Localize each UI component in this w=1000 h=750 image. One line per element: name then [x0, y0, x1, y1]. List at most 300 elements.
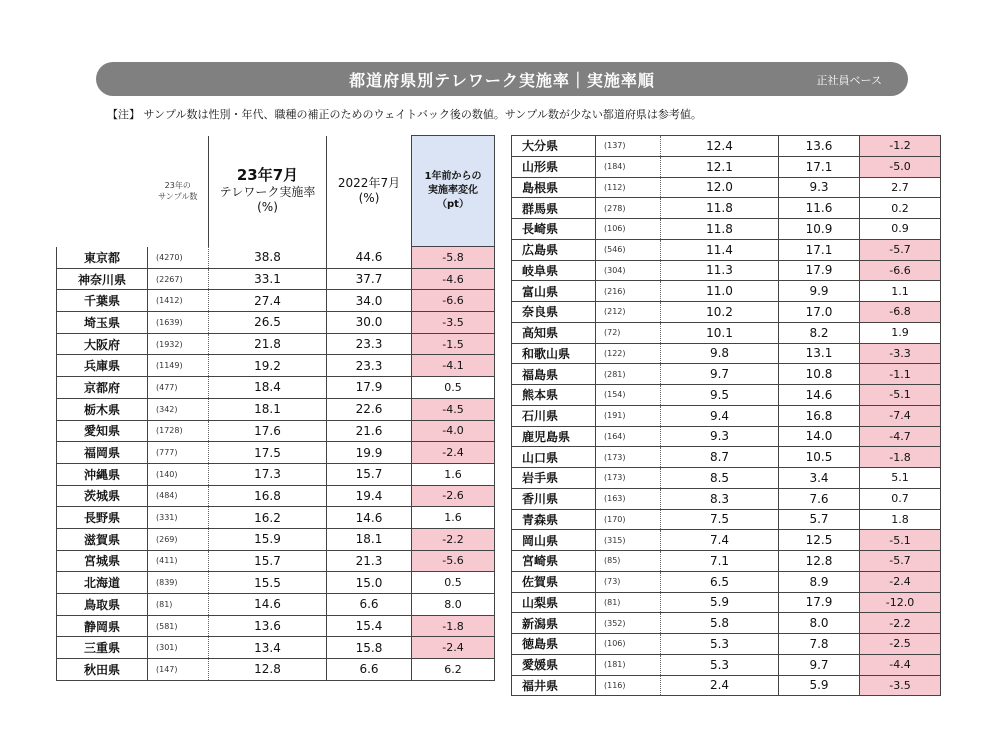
prefecture-cell: 長崎県 [512, 219, 596, 240]
rate-2023-cell: 33.1 [209, 268, 327, 290]
prefecture-cell: 大阪府 [57, 333, 148, 355]
prefecture-cell: 茨城県 [57, 485, 148, 507]
prefecture-cell: 山口県 [512, 447, 596, 468]
table-row [512, 385, 941, 406]
change-cell: 1.6 [412, 463, 495, 485]
rate-2022-cell: 16.8 [779, 405, 860, 426]
sample-cell: (72) [596, 322, 661, 343]
sample-cell: (81) [596, 592, 661, 613]
table-row [512, 426, 941, 447]
prefecture-cell: 青森県 [512, 509, 596, 530]
rate-2022-cell: 7.6 [779, 488, 860, 509]
prefecture-cell: 愛媛県 [512, 654, 596, 675]
rate-2023-cell: 26.5 [209, 312, 327, 334]
table-row [512, 551, 941, 572]
sample-cell: (315) [596, 530, 661, 551]
rate-2022-cell: 14.6 [779, 385, 860, 406]
prefecture-cell: 栃木県 [57, 398, 148, 420]
change-cell: -1.5 [412, 333, 495, 355]
change-cell: 1.9 [860, 322, 941, 343]
sample-cell: (137) [596, 136, 661, 157]
rate-2023-cell: 15.7 [209, 550, 327, 572]
rate-2023-cell: 7.1 [661, 551, 779, 572]
prefecture-cell: 三重県 [57, 637, 148, 659]
change-cell: 0.5 [412, 572, 495, 594]
sample-cell: (73) [596, 571, 661, 592]
table-row [57, 290, 495, 312]
change-cell: -4.4 [860, 654, 941, 675]
header-rate-2022 [327, 136, 412, 247]
change-cell: -3.5 [860, 675, 941, 696]
note-text: 【注】 サンプル数は性別・年代、職種の補正のためのウェイトバック後の数値。サンプル数が少ない都道府県は参考値。 [107, 108, 702, 121]
rate-2022-cell: 8.0 [779, 613, 860, 634]
prefecture-cell: 広島県 [512, 239, 596, 260]
rate-2022-cell: 15.7 [327, 463, 412, 485]
left-table-body [57, 247, 495, 681]
rate-2022-cell: 15.0 [327, 572, 412, 594]
rate-2023-cell: 9.5 [661, 385, 779, 406]
prefecture-cell: 山形県 [512, 156, 596, 177]
table-row [512, 364, 941, 385]
sample-cell: (1149) [148, 355, 209, 377]
table-row [57, 528, 495, 550]
rate-2023-cell: 2.4 [661, 675, 779, 696]
change-cell: 5.1 [860, 468, 941, 489]
change-cell: 1.8 [860, 509, 941, 530]
sample-cell: (122) [596, 343, 661, 364]
sample-cell: (1932) [148, 333, 209, 355]
rate-2023-cell: 17.3 [209, 463, 327, 485]
rate-2023-cell: 10.2 [661, 302, 779, 323]
rate-2022-cell: 9.3 [779, 177, 860, 198]
sample-cell: (342) [148, 398, 209, 420]
rate-2023-cell: 11.0 [661, 281, 779, 302]
prefecture-cell: 宮崎県 [512, 551, 596, 572]
title-banner [96, 62, 908, 96]
header-row [57, 136, 495, 247]
table-row [512, 136, 941, 157]
rate-2022-cell: 12.5 [779, 530, 860, 551]
prefecture-cell: 宮城県 [57, 550, 148, 572]
change-cell: -5.8 [412, 247, 495, 269]
change-cell: 1.1 [860, 281, 941, 302]
sample-cell: (106) [596, 219, 661, 240]
table-row [512, 509, 941, 530]
rate-2023-cell: 7.5 [661, 509, 779, 530]
rate-2022-cell: 17.9 [327, 377, 412, 399]
change-cell: 0.2 [860, 198, 941, 219]
change-cell: -5.1 [860, 385, 941, 406]
rate-2022-cell: 37.7 [327, 268, 412, 290]
sample-cell: (164) [596, 426, 661, 447]
rate2023-header-line2: テレワーク実施率 [219, 184, 316, 199]
sample-header-line2: サンプル数 [158, 192, 198, 201]
change-cell: -1.8 [412, 615, 495, 637]
prefecture-cell: 島根県 [512, 177, 596, 198]
table-row [512, 530, 941, 551]
rate-2023-cell: 11.4 [661, 239, 779, 260]
rate-2022-cell: 17.9 [779, 260, 860, 281]
table-row [512, 405, 941, 426]
rate-2022-cell: 21.6 [327, 420, 412, 442]
right-table [511, 135, 941, 696]
rate-2023-cell: 19.2 [209, 355, 327, 377]
rate-2023-cell: 16.2 [209, 507, 327, 529]
rate-2022-cell: 5.9 [779, 675, 860, 696]
table-row [512, 322, 941, 343]
rate-2022-cell: 22.6 [327, 398, 412, 420]
rate-2023-cell: 13.6 [209, 615, 327, 637]
change-header-line2: 実施率変化 [428, 185, 478, 196]
change-cell: -2.4 [412, 442, 495, 464]
sample-cell: (484) [148, 485, 209, 507]
sample-cell: (173) [596, 468, 661, 489]
sample-cell: (546) [596, 239, 661, 260]
prefecture-cell: 新潟県 [512, 613, 596, 634]
change-cell: -2.6 [412, 485, 495, 507]
rate-2022-cell: 17.0 [779, 302, 860, 323]
rate-2022-cell: 17.9 [779, 592, 860, 613]
prefecture-cell: 佐賀県 [512, 571, 596, 592]
table-row [57, 377, 495, 399]
sample-header-line1: 23年の [164, 181, 191, 190]
prefecture-cell: 静岡県 [57, 615, 148, 637]
sample-cell: (777) [148, 442, 209, 464]
table-row [57, 572, 495, 594]
rate-2022-cell: 15.8 [327, 637, 412, 659]
change-cell: -7.4 [860, 405, 941, 426]
prefecture-cell: 鳥取県 [57, 594, 148, 616]
prefecture-cell: 徳島県 [512, 634, 596, 655]
rate-2022-cell: 34.0 [327, 290, 412, 312]
change-cell: 8.0 [412, 594, 495, 616]
rate-2022-cell: 9.7 [779, 654, 860, 675]
sample-cell: (1728) [148, 420, 209, 442]
prefecture-cell: 埼玉県 [57, 312, 148, 334]
change-cell: -4.5 [412, 398, 495, 420]
change-header-line1: 1年前からの [424, 171, 482, 182]
prefecture-cell: 長野県 [57, 507, 148, 529]
sample-cell: (281) [596, 364, 661, 385]
rate-2022-cell: 6.6 [327, 594, 412, 616]
rate-2023-cell: 7.4 [661, 530, 779, 551]
sample-cell: (212) [596, 302, 661, 323]
change-cell: -3.5 [412, 312, 495, 334]
table-row [57, 355, 495, 377]
sample-cell: (147) [148, 659, 209, 681]
rate-2023-cell: 12.4 [661, 136, 779, 157]
table-row [512, 571, 941, 592]
prefecture-cell: 奈良県 [512, 302, 596, 323]
rate-2022-cell: 3.4 [779, 468, 860, 489]
prefecture-cell: 福井県 [512, 675, 596, 696]
table-row [512, 613, 941, 634]
rate-2023-cell: 8.5 [661, 468, 779, 489]
prefecture-cell: 滋賀県 [57, 528, 148, 550]
prefecture-cell: 神奈川県 [57, 268, 148, 290]
rate-2023-cell: 9.8 [661, 343, 779, 364]
table-row [512, 156, 941, 177]
table-row [57, 485, 495, 507]
rate-2023-cell: 10.1 [661, 322, 779, 343]
rate-2022-cell: 30.0 [327, 312, 412, 334]
rate-2022-cell: 7.8 [779, 634, 860, 655]
prefecture-cell: 福島県 [512, 364, 596, 385]
prefecture-cell: 北海道 [57, 572, 148, 594]
sample-cell: (81) [148, 594, 209, 616]
rate-2023-cell: 13.4 [209, 637, 327, 659]
sample-cell: (4270) [148, 247, 209, 269]
change-cell: -4.6 [412, 268, 495, 290]
rate-2022-cell: 17.1 [779, 156, 860, 177]
rate-2022-cell: 13.6 [779, 136, 860, 157]
table-row [57, 420, 495, 442]
sample-cell: (112) [596, 177, 661, 198]
change-cell: -2.5 [860, 634, 941, 655]
table-row [57, 594, 495, 616]
change-cell: 0.9 [860, 219, 941, 240]
table-row [57, 463, 495, 485]
rate-2023-cell: 15.5 [209, 572, 327, 594]
sample-cell: (154) [596, 385, 661, 406]
page-title: 都道府県別テレワーク実施率｜実施率順 [349, 71, 655, 90]
rate-2022-cell: 18.1 [327, 528, 412, 550]
prefecture-cell: 東京都 [57, 247, 148, 269]
rate-2023-cell: 5.9 [661, 592, 779, 613]
rate-2023-cell: 11.3 [661, 260, 779, 281]
change-cell: -5.6 [412, 550, 495, 572]
prefecture-cell: 香川県 [512, 488, 596, 509]
prefecture-cell: 秋田県 [57, 659, 148, 681]
rate-2022-cell: 14.0 [779, 426, 860, 447]
rate-2022-cell: 9.9 [779, 281, 860, 302]
change-cell: -12.0 [860, 592, 941, 613]
rate-2023-cell: 12.1 [661, 156, 779, 177]
rate-2023-cell: 27.4 [209, 290, 327, 312]
change-cell: -2.4 [860, 571, 941, 592]
table-row [512, 219, 941, 240]
table-row [57, 637, 495, 659]
prefecture-cell: 山梨県 [512, 592, 596, 613]
header-sample [148, 136, 209, 247]
rate-2022-cell: 23.3 [327, 355, 412, 377]
prefecture-cell: 和歌山県 [512, 343, 596, 364]
change-cell: -2.2 [860, 613, 941, 634]
header-rate-2023 [209, 136, 327, 247]
table-row [512, 592, 941, 613]
change-cell: -5.7 [860, 551, 941, 572]
table-row [512, 302, 941, 323]
rate2023-header-unit: (%) [257, 199, 278, 214]
change-cell: -4.7 [860, 426, 941, 447]
rate-2023-cell: 5.8 [661, 613, 779, 634]
prefecture-cell: 鹿児島県 [512, 426, 596, 447]
header-pref [57, 136, 148, 247]
prefecture-cell: 熊本県 [512, 385, 596, 406]
rate2022-header-unit: (%) [358, 191, 380, 205]
prefecture-cell: 富山県 [512, 281, 596, 302]
prefecture-cell: 岡山県 [512, 530, 596, 551]
rate-2023-cell: 9.3 [661, 426, 779, 447]
rate-2023-cell: 5.3 [661, 634, 779, 655]
prefecture-cell: 京都府 [57, 377, 148, 399]
rate-2022-cell: 15.4 [327, 615, 412, 637]
prefecture-cell: 岩手県 [512, 468, 596, 489]
table-row [512, 177, 941, 198]
table-row [512, 675, 941, 696]
change-cell: -4.1 [412, 355, 495, 377]
prefecture-cell: 兵庫県 [57, 355, 148, 377]
header-change [412, 136, 495, 247]
change-cell: -6.6 [412, 290, 495, 312]
sample-cell: (581) [148, 615, 209, 637]
table-row [512, 488, 941, 509]
table-row [512, 198, 941, 219]
prefecture-cell: 石川県 [512, 405, 596, 426]
rate-2023-cell: 12.8 [209, 659, 327, 681]
table-row [57, 442, 495, 464]
rate-2023-cell: 38.8 [209, 247, 327, 269]
rate-2023-cell: 9.4 [661, 405, 779, 426]
change-cell: -5.7 [860, 239, 941, 260]
basis-label: 正社員ベース [816, 74, 882, 87]
rate-2022-cell: 23.3 [327, 333, 412, 355]
table-row [57, 333, 495, 355]
rate-2022-cell: 10.9 [779, 219, 860, 240]
rate2023-header-line1: 23年7月 [236, 165, 299, 184]
change-cell: 0.5 [412, 377, 495, 399]
table-row [57, 398, 495, 420]
left-table [56, 135, 495, 681]
rate-2022-cell: 8.9 [779, 571, 860, 592]
prefecture-cell: 大分県 [512, 136, 596, 157]
sample-cell: (331) [148, 507, 209, 529]
rate-2022-cell: 21.3 [327, 550, 412, 572]
prefecture-cell: 高知県 [512, 322, 596, 343]
prefecture-cell: 福岡県 [57, 442, 148, 464]
table-row [512, 468, 941, 489]
table-row [512, 239, 941, 260]
rate-2023-cell: 5.3 [661, 654, 779, 675]
change-cell: 2.7 [860, 177, 941, 198]
rate-2022-cell: 44.6 [327, 247, 412, 269]
sample-cell: (163) [596, 488, 661, 509]
rate-2022-cell: 14.6 [327, 507, 412, 529]
prefecture-cell: 愛知県 [57, 420, 148, 442]
prefecture-cell: 千葉県 [57, 290, 148, 312]
change-cell: -1.2 [860, 136, 941, 157]
prefecture-cell: 群馬県 [512, 198, 596, 219]
rate2022-header-line1: 2022年7月 [337, 176, 401, 190]
sample-cell: (181) [596, 654, 661, 675]
sample-cell: (85) [596, 551, 661, 572]
rate-2022-cell: 10.8 [779, 364, 860, 385]
rate-2022-cell: 19.9 [327, 442, 412, 464]
change-header-unit: （pt） [437, 199, 469, 210]
rate-2023-cell: 8.3 [661, 488, 779, 509]
rate-2022-cell: 5.7 [779, 509, 860, 530]
change-cell: -2.4 [412, 637, 495, 659]
sample-cell: (301) [148, 637, 209, 659]
change-cell: 0.7 [860, 488, 941, 509]
sample-cell: (411) [148, 550, 209, 572]
prefecture-cell: 岐阜県 [512, 260, 596, 281]
table-row [57, 247, 495, 269]
rate-2022-cell: 13.1 [779, 343, 860, 364]
sample-cell: (278) [596, 198, 661, 219]
change-cell: -4.0 [412, 420, 495, 442]
rate-2022-cell: 11.6 [779, 198, 860, 219]
sample-cell: (106) [596, 634, 661, 655]
sample-cell: (116) [596, 675, 661, 696]
table-row [57, 312, 495, 334]
change-cell: -1.8 [860, 447, 941, 468]
sample-cell: (352) [596, 613, 661, 634]
rate-2023-cell: 18.4 [209, 377, 327, 399]
rate-2023-cell: 11.8 [661, 198, 779, 219]
rate-2023-cell: 15.9 [209, 528, 327, 550]
rate-2023-cell: 6.5 [661, 571, 779, 592]
change-cell: -6.8 [860, 302, 941, 323]
table-row [57, 268, 495, 290]
rate-2023-cell: 21.8 [209, 333, 327, 355]
rate-2022-cell: 8.2 [779, 322, 860, 343]
sample-cell: (2267) [148, 268, 209, 290]
sample-cell: (477) [148, 377, 209, 399]
rate-2023-cell: 9.7 [661, 364, 779, 385]
rate-2023-cell: 14.6 [209, 594, 327, 616]
change-cell: -3.3 [860, 343, 941, 364]
rate-2023-cell: 11.8 [661, 219, 779, 240]
table-row [57, 615, 495, 637]
sample-cell: (191) [596, 405, 661, 426]
sample-cell: (216) [596, 281, 661, 302]
rate-2022-cell: 17.1 [779, 239, 860, 260]
right-table-body [512, 136, 941, 696]
sample-cell: (184) [596, 156, 661, 177]
table-row [512, 281, 941, 302]
rate-2023-cell: 8.7 [661, 447, 779, 468]
rate-2022-cell: 12.8 [779, 551, 860, 572]
sample-cell: (170) [596, 509, 661, 530]
table-row [57, 550, 495, 572]
table-row [512, 634, 941, 655]
change-cell: -5.0 [860, 156, 941, 177]
rate-2022-cell: 10.5 [779, 447, 860, 468]
sample-cell: (269) [148, 528, 209, 550]
prefecture-cell: 沖縄県 [57, 463, 148, 485]
sample-cell: (1412) [148, 290, 209, 312]
table-row [57, 659, 495, 681]
rate-2023-cell: 12.0 [661, 177, 779, 198]
table-row [512, 447, 941, 468]
table-row [512, 260, 941, 281]
table-row [512, 343, 941, 364]
table-row [57, 507, 495, 529]
change-cell: 6.2 [412, 659, 495, 681]
change-cell: -6.6 [860, 260, 941, 281]
sample-cell: (140) [148, 463, 209, 485]
rate-2022-cell: 19.4 [327, 485, 412, 507]
change-cell: 1.6 [412, 507, 495, 529]
rate-2023-cell: 18.1 [209, 398, 327, 420]
sample-cell: (1639) [148, 312, 209, 334]
sample-cell: (173) [596, 447, 661, 468]
rate-2023-cell: 17.6 [209, 420, 327, 442]
rate-2023-cell: 17.5 [209, 442, 327, 464]
rate-2023-cell: 16.8 [209, 485, 327, 507]
rate-2022-cell: 6.6 [327, 659, 412, 681]
